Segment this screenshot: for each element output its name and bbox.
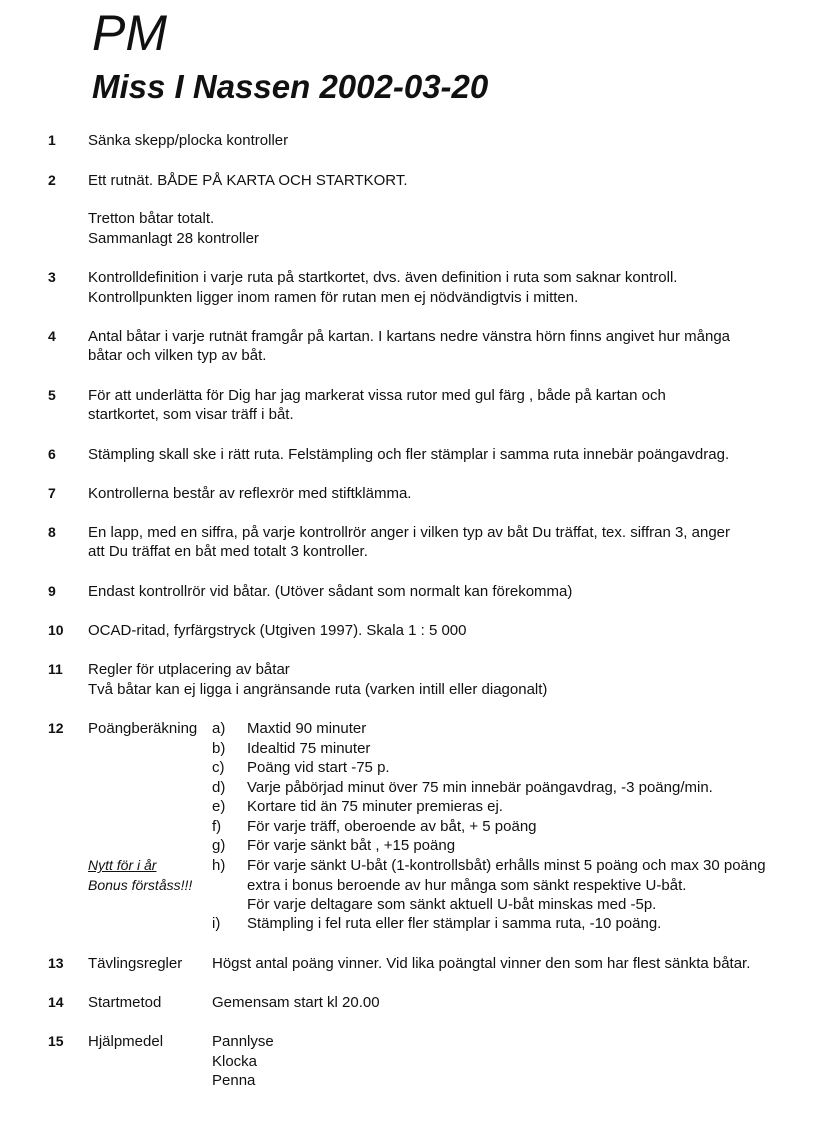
item-text: En lapp, med en siffra, på varje kontrollrör anger i vilken typ av båt Du träffat, tex. siffran 3, anger — [88, 524, 731, 541]
item-value: Penna — [212, 1072, 256, 1089]
new-this-year-note: Nytt för i år — [88, 857, 157, 873]
item-number: 3 — [48, 269, 56, 285]
item-text: att Du träffat en båt med totalt 3 kontroller. — [88, 543, 368, 560]
sub-text: För varje sänkt U-båt (1-kontrollsbåt) erhålls minst 5 poäng och max 30 poäng — [247, 857, 766, 874]
sub-letter: f) — [212, 818, 222, 835]
sub-text: Kortare tid än 75 minuter premieras ej. — [247, 798, 503, 815]
item-number: 14 — [48, 994, 64, 1010]
sub-text: Stämpling i fel ruta eller fler stämplar i samma ruta, -10 poäng. — [247, 915, 662, 932]
item-number: 1 — [48, 132, 56, 148]
item-label: Tävlingsregler — [88, 955, 183, 972]
item-text: Stämpling skall ske i rätt ruta. Felstämpling och fler stämplar i samma ruta innebär poängavdrag. — [88, 446, 730, 463]
item-value: Klocka — [212, 1053, 258, 1070]
sub-letter: d) — [212, 779, 226, 796]
sub-text: extra i bonus beroende av hur många som sänkt respektive U-båt. — [247, 877, 687, 894]
item-number: 10 — [48, 622, 64, 638]
bonus-note: Bonus förståss!!! — [88, 877, 193, 893]
sub-letter: g) — [212, 837, 226, 854]
page-title: Miss I Nassen 2002-03-20 — [92, 68, 489, 105]
item-number: 6 — [48, 446, 56, 462]
item-number: 4 — [48, 328, 56, 344]
item-number: 12 — [48, 720, 64, 736]
item-text: För att underlätta för Dig har jag markerat vissa rutor med gul färg , både på kartan och — [88, 387, 666, 404]
sub-letter: e) — [212, 798, 226, 815]
item-text: Ett rutnät. BÅDE PÅ KARTA OCH STARTKORT. — [88, 172, 408, 189]
sub-text: För varje deltagare som sänkt aktuell U-båt minskas med -5p. — [247, 896, 657, 913]
item-text: Sammanlagt 28 kontroller — [88, 230, 259, 247]
sub-letter: b) — [212, 740, 226, 757]
item-value: Gemensam start kl 20.00 — [212, 994, 380, 1011]
item-number: 8 — [48, 524, 56, 540]
item-text: båtar och vilken typ av båt. — [88, 347, 267, 364]
item-text: Två båtar kan ej ligga i angränsande ruta (varken intill eller diagonalt) — [88, 681, 548, 698]
item-text: Regler för utplacering av båtar — [88, 661, 290, 678]
item-number: 15 — [48, 1033, 64, 1049]
item-text: Kontrollpunkten ligger inom ramen för rutan men ej nödvändigtvis i mitten. — [88, 289, 579, 306]
item-number: 7 — [48, 485, 56, 501]
sub-text: Maxtid 90 minuter — [247, 720, 367, 737]
item-label: Startmetod — [88, 994, 162, 1011]
sub-letter: i) — [212, 915, 221, 932]
doc-type-heading: PM — [92, 5, 167, 61]
item-text: startkortet, som visar träff i båt. — [88, 406, 294, 423]
item-value: Högst antal poäng vinner. Vid lika poängtal vinner den som har flest sänkta båtar. — [212, 955, 751, 972]
sub-letter: h) — [212, 857, 226, 874]
sub-text: För varje träff, oberoende av båt, + 5 poäng — [247, 818, 537, 835]
sub-letter: c) — [212, 759, 225, 776]
sub-text: Poäng vid start -75 p. — [247, 759, 390, 776]
item-text: OCAD-ritad, fyrfärgstryck (Utgiven 1997). Skala 1 : 5 000 — [88, 622, 467, 639]
item-text: Kontrollerna består av reflexrör med stiftklämma. — [88, 485, 412, 502]
item-text: Endast kontrollrör vid båtar. (Utöver sådant som normalt kan förekomma) — [88, 583, 573, 600]
sub-text: Idealtid 75 minuter — [247, 740, 371, 757]
item-number: 2 — [48, 172, 56, 188]
item-number: 5 — [48, 387, 56, 403]
item-number: 9 — [48, 583, 56, 599]
item-label: Hjälpmedel — [88, 1033, 164, 1050]
item-value: Pannlyse — [212, 1033, 274, 1050]
item-number: 13 — [48, 955, 64, 971]
item-text: Kontrolldefinition i varje ruta på startkortet, dvs. även definition i ruta som saknar kontroll. — [88, 269, 678, 286]
item-label: Poängberäkning — [88, 720, 198, 737]
item-text: Tretton båtar totalt. — [88, 210, 215, 227]
item-text: Antal båtar i varje rutnät framgår på kartan. I kartans nedre vänstra hörn finns angivet hur många — [88, 328, 731, 345]
sub-letter: a) — [212, 720, 226, 737]
sub-text: För varje sänkt båt , +15 poäng — [247, 837, 456, 854]
item-number: 11 — [48, 661, 63, 677]
sub-text: Varje påbörjad minut över 75 min innebär poängavdrag, -3 poäng/min. — [247, 779, 713, 796]
item-text: Sänka skepp/plocka kontroller — [88, 132, 289, 149]
